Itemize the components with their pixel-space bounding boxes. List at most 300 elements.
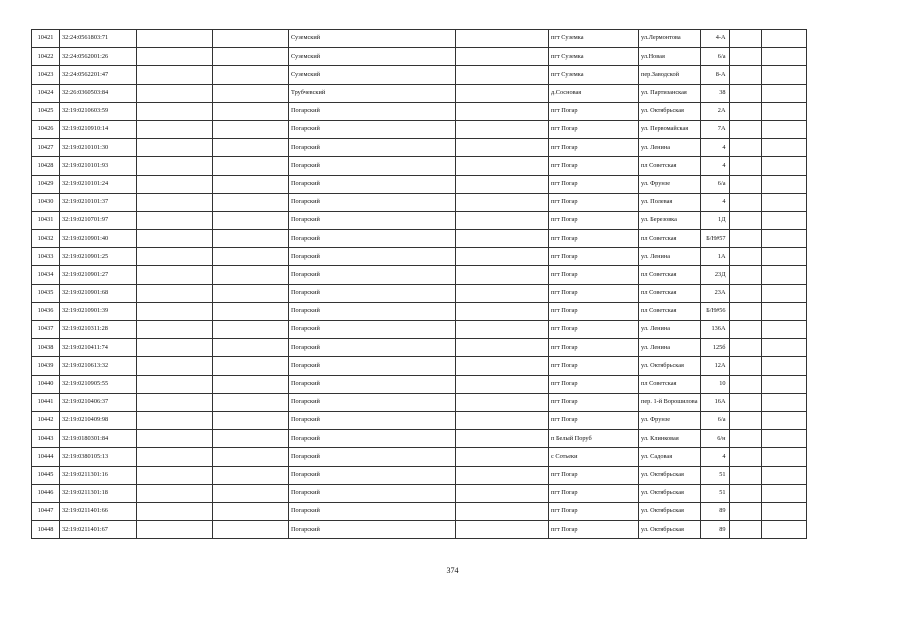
table-row (32, 302, 807, 320)
street-cell: ул. Ленина (639, 339, 701, 357)
street-cell: ул. Садовая (639, 448, 701, 466)
empty-cell (761, 230, 806, 248)
empty-cell (213, 157, 289, 175)
record-number-cell: 10437 (32, 321, 60, 339)
empty-cell (137, 193, 213, 211)
empty-cell (456, 139, 549, 157)
empty-cell (456, 339, 549, 357)
empty-cell (761, 466, 806, 484)
locality-cell: пгт Погар (549, 521, 639, 539)
district-cell: Погарский (289, 393, 456, 411)
locality-cell: пгт Погар (549, 321, 639, 339)
empty-cell (213, 339, 289, 357)
district-cell: Погарский (289, 357, 456, 375)
locality-cell: д.Сосновая (549, 84, 639, 102)
record-number-cell: 10440 (32, 375, 60, 393)
table-row (32, 248, 807, 266)
empty-cell (213, 484, 289, 502)
house-number-cell: 8-А (700, 66, 729, 84)
district-cell: Погарский (289, 521, 456, 539)
cadastral-number-cell: 32:19:0210409:98 (60, 411, 137, 429)
empty-cell (137, 448, 213, 466)
district-cell: Погарский (289, 175, 456, 193)
house-number-cell: 1А (700, 248, 729, 266)
empty-cell (729, 102, 761, 120)
table-row (32, 84, 807, 102)
locality-cell: пгт Погар (549, 211, 639, 229)
record-number-cell: 10443 (32, 430, 60, 448)
cadastral-number-cell: 32:26:0360503:84 (60, 84, 137, 102)
empty-cell (729, 466, 761, 484)
empty-cell (456, 157, 549, 175)
cadastral-number-cell: 32:19:0210411:74 (60, 339, 137, 357)
cadastral-number-cell: 32:24:0561803:71 (60, 30, 137, 48)
empty-cell (137, 339, 213, 357)
empty-cell (137, 411, 213, 429)
house-number-cell: 2А (700, 102, 729, 120)
house-number-cell: 4 (700, 157, 729, 175)
empty-cell (456, 357, 549, 375)
district-cell: Погарский (289, 339, 456, 357)
house-number-cell: 6/а (700, 411, 729, 429)
empty-cell (137, 248, 213, 266)
locality-cell: пгт Суземка (549, 66, 639, 84)
cadastral-number-cell: 32:19:0211301:16 (60, 466, 137, 484)
empty-cell (137, 502, 213, 520)
locality-cell: пгт Погар (549, 357, 639, 375)
empty-cell (456, 48, 549, 66)
empty-cell (137, 521, 213, 539)
empty-cell (456, 375, 549, 393)
house-number-cell: 6/н (700, 430, 729, 448)
empty-cell (761, 193, 806, 211)
registry-table-body (32, 30, 807, 539)
empty-cell (761, 484, 806, 502)
cadastral-number-cell: 32:19:0210910:14 (60, 120, 137, 138)
district-cell: Погарский (289, 302, 456, 320)
empty-cell (729, 230, 761, 248)
street-cell: ул.Новая (639, 48, 701, 66)
table-row (32, 157, 807, 175)
empty-cell (137, 175, 213, 193)
house-number-cell: 89 (700, 521, 729, 539)
cadastral-number-cell: 32:19:0210101:30 (60, 139, 137, 157)
district-cell: Погарский (289, 502, 456, 520)
empty-cell (761, 48, 806, 66)
empty-cell (213, 30, 289, 48)
street-cell: пл Советская (639, 266, 701, 284)
cadastral-number-cell: 32:19:0210901:25 (60, 248, 137, 266)
empty-cell (137, 211, 213, 229)
empty-cell (761, 84, 806, 102)
locality-cell: пгт Погар (549, 411, 639, 429)
empty-cell (729, 502, 761, 520)
empty-cell (761, 411, 806, 429)
street-cell: пл Советская (639, 157, 701, 175)
street-cell: ул. Фрунзе (639, 175, 701, 193)
record-number-cell: 10425 (32, 102, 60, 120)
street-cell: ул. Ленина (639, 248, 701, 266)
registry-table (31, 29, 807, 539)
empty-cell (137, 230, 213, 248)
empty-cell (761, 139, 806, 157)
empty-cell (456, 321, 549, 339)
table-row (32, 139, 807, 157)
cadastral-number-cell: 32:24:0562201:47 (60, 66, 137, 84)
table-row (32, 393, 807, 411)
empty-cell (729, 284, 761, 302)
empty-cell (456, 66, 549, 84)
empty-cell (137, 157, 213, 175)
empty-cell (761, 502, 806, 520)
locality-cell: пгт Погар (549, 375, 639, 393)
empty-cell (213, 521, 289, 539)
table-row (32, 521, 807, 539)
empty-cell (761, 375, 806, 393)
house-number-cell: Б/Н#56 (700, 302, 729, 320)
empty-cell (729, 139, 761, 157)
locality-cell: пгт Погар (549, 248, 639, 266)
street-cell: ул. Партизанская (639, 84, 701, 102)
district-cell: Трубчевский (289, 84, 456, 102)
empty-cell (761, 284, 806, 302)
empty-cell (213, 430, 289, 448)
record-number-cell: 10431 (32, 211, 60, 229)
empty-cell (456, 266, 549, 284)
cadastral-number-cell: 32:19:0210311:28 (60, 321, 137, 339)
empty-cell (729, 411, 761, 429)
table-row (32, 448, 807, 466)
table-row (32, 357, 807, 375)
table-row (32, 466, 807, 484)
record-number-cell: 10444 (32, 448, 60, 466)
empty-cell (761, 393, 806, 411)
empty-cell (761, 430, 806, 448)
empty-cell (137, 284, 213, 302)
empty-cell (456, 84, 549, 102)
district-cell: Погарский (289, 284, 456, 302)
empty-cell (729, 448, 761, 466)
empty-cell (213, 393, 289, 411)
house-number-cell: 10 (700, 375, 729, 393)
empty-cell (456, 484, 549, 502)
cadastral-number-cell: 32:19:0210101:93 (60, 157, 137, 175)
empty-cell (761, 357, 806, 375)
cadastral-number-cell: 32:19:0210701:97 (60, 211, 137, 229)
street-cell: пер. 1-й Ворошилова (639, 393, 701, 411)
record-number-cell: 10435 (32, 284, 60, 302)
empty-cell (456, 175, 549, 193)
street-cell: ул. Фрунзе (639, 411, 701, 429)
empty-cell (456, 193, 549, 211)
street-cell: пл Советская (639, 302, 701, 320)
empty-cell (137, 84, 213, 102)
empty-cell (213, 302, 289, 320)
record-number-cell: 10438 (32, 339, 60, 357)
empty-cell (729, 175, 761, 193)
street-cell: ул. Первомайская (639, 120, 701, 138)
street-cell: ул. Ленина (639, 321, 701, 339)
empty-cell (213, 466, 289, 484)
house-number-cell: 51 (700, 466, 729, 484)
empty-cell (213, 66, 289, 84)
empty-cell (137, 375, 213, 393)
table-row (32, 193, 807, 211)
district-cell: Погарский (289, 321, 456, 339)
district-cell: Погарский (289, 193, 456, 211)
locality-cell: пгт Погар (549, 302, 639, 320)
empty-cell (137, 393, 213, 411)
street-cell: пер.Заводской (639, 66, 701, 84)
empty-cell (213, 266, 289, 284)
locality-cell: пгт Погар (549, 157, 639, 175)
house-number-cell: 89 (700, 502, 729, 520)
empty-cell (729, 66, 761, 84)
locality-cell: пгт Погар (549, 175, 639, 193)
district-cell: Погарский (289, 248, 456, 266)
empty-cell (213, 248, 289, 266)
empty-cell (137, 266, 213, 284)
record-number-cell: 10448 (32, 521, 60, 539)
record-number-cell: 10424 (32, 84, 60, 102)
empty-cell (729, 302, 761, 320)
locality-cell: пгт Погар (549, 393, 639, 411)
district-cell: Погарский (289, 484, 456, 502)
house-number-cell: 23А (700, 284, 729, 302)
empty-cell (456, 502, 549, 520)
empty-cell (456, 448, 549, 466)
record-number-cell: 10447 (32, 502, 60, 520)
registry-table-container (31, 29, 807, 539)
empty-cell (761, 30, 806, 48)
table-row (32, 502, 807, 520)
empty-cell (729, 211, 761, 229)
house-number-cell: 51 (700, 484, 729, 502)
house-number-cell: 7А (700, 120, 729, 138)
empty-cell (213, 102, 289, 120)
district-cell: Погарский (289, 230, 456, 248)
record-number-cell: 10433 (32, 248, 60, 266)
street-cell: ул. Октябрьская (639, 102, 701, 120)
locality-cell: пгт Погар (549, 139, 639, 157)
street-cell: пл Советская (639, 375, 701, 393)
record-number-cell: 10426 (32, 120, 60, 138)
empty-cell (213, 193, 289, 211)
table-row (32, 230, 807, 248)
empty-cell (137, 48, 213, 66)
cadastral-number-cell: 32:19:0380105:13 (60, 448, 137, 466)
empty-cell (761, 266, 806, 284)
table-row (32, 120, 807, 138)
district-cell: Погарский (289, 430, 456, 448)
empty-cell (213, 48, 289, 66)
house-number-cell: 125б (700, 339, 729, 357)
house-number-cell: Б/Н#57 (700, 230, 729, 248)
empty-cell (213, 502, 289, 520)
street-cell: ул. Октябрьская (639, 521, 701, 539)
locality-cell: пгт Погар (549, 339, 639, 357)
house-number-cell: 4-А (700, 30, 729, 48)
record-number-cell: 10439 (32, 357, 60, 375)
cadastral-number-cell: 32:19:0210901:39 (60, 302, 137, 320)
table-row (32, 211, 807, 229)
record-number-cell: 10434 (32, 266, 60, 284)
street-cell: ул. Ленина (639, 139, 701, 157)
empty-cell (137, 66, 213, 84)
empty-cell (729, 193, 761, 211)
locality-cell: пгт Погар (549, 230, 639, 248)
cadastral-number-cell: 32:19:0210101:37 (60, 193, 137, 211)
cadastral-number-cell: 32:24:0562001:26 (60, 48, 137, 66)
empty-cell (213, 321, 289, 339)
empty-cell (213, 357, 289, 375)
empty-cell (137, 302, 213, 320)
table-row (32, 321, 807, 339)
empty-cell (761, 175, 806, 193)
record-number-cell: 10432 (32, 230, 60, 248)
empty-cell (456, 393, 549, 411)
empty-cell (456, 248, 549, 266)
street-cell: ул. Октябрьская (639, 502, 701, 520)
empty-cell (137, 357, 213, 375)
empty-cell (137, 120, 213, 138)
empty-cell (729, 375, 761, 393)
house-number-cell: 23Д (700, 266, 729, 284)
empty-cell (137, 102, 213, 120)
street-cell: пл Советская (639, 284, 701, 302)
locality-cell: пгт Погар (549, 502, 639, 520)
district-cell: Погарский (289, 375, 456, 393)
empty-cell (761, 448, 806, 466)
cadastral-number-cell: 32:19:0210613:32 (60, 357, 137, 375)
district-cell: Погарский (289, 411, 456, 429)
empty-cell (456, 102, 549, 120)
record-number-cell: 10429 (32, 175, 60, 193)
table-row (32, 430, 807, 448)
district-cell: Погарский (289, 211, 456, 229)
cadastral-number-cell: 32:19:0210905:55 (60, 375, 137, 393)
street-cell: ул. Березовка (639, 211, 701, 229)
house-number-cell: 6/а (700, 175, 729, 193)
empty-cell (213, 230, 289, 248)
empty-cell (137, 430, 213, 448)
page-number: 374 (446, 566, 459, 575)
empty-cell (456, 302, 549, 320)
empty-cell (456, 211, 549, 229)
table-row (32, 30, 807, 48)
empty-cell (456, 430, 549, 448)
record-number-cell: 10421 (32, 30, 60, 48)
cadastral-number-cell: 32:19:0180301:84 (60, 430, 137, 448)
cadastral-number-cell: 32:19:0211401:67 (60, 521, 137, 539)
empty-cell (761, 66, 806, 84)
empty-cell (761, 321, 806, 339)
empty-cell (761, 120, 806, 138)
empty-cell (456, 30, 549, 48)
cadastral-number-cell: 32:19:0210901:68 (60, 284, 137, 302)
empty-cell (729, 521, 761, 539)
record-number-cell: 10427 (32, 139, 60, 157)
table-row (32, 339, 807, 357)
house-number-cell: 1Д (700, 211, 729, 229)
empty-cell (761, 302, 806, 320)
empty-cell (213, 448, 289, 466)
locality-cell: пгт Погар (549, 466, 639, 484)
empty-cell (761, 157, 806, 175)
locality-cell: пгт Погар (549, 266, 639, 284)
empty-cell (456, 521, 549, 539)
district-cell: Погарский (289, 102, 456, 120)
street-cell: ул. Октябрьская (639, 357, 701, 375)
empty-cell (729, 357, 761, 375)
locality-cell: с Сотьеки (549, 448, 639, 466)
empty-cell (761, 211, 806, 229)
house-number-cell: 136А (700, 321, 729, 339)
cadastral-number-cell: 32:19:0210603:59 (60, 102, 137, 120)
locality-cell: пгт Погар (549, 120, 639, 138)
district-cell: Суземский (289, 66, 456, 84)
empty-cell (456, 466, 549, 484)
empty-cell (137, 484, 213, 502)
empty-cell (761, 248, 806, 266)
locality-cell: пгт Погар (549, 284, 639, 302)
district-cell: Погарский (289, 466, 456, 484)
cadastral-number-cell: 32:19:0211401:66 (60, 502, 137, 520)
locality-cell: пгт Погар (549, 484, 639, 502)
table-row (32, 175, 807, 193)
cadastral-number-cell: 32:19:0210901:40 (60, 230, 137, 248)
street-cell: ул. Полевая (639, 193, 701, 211)
empty-cell (729, 84, 761, 102)
record-number-cell: 10446 (32, 484, 60, 502)
district-cell: Погарский (289, 266, 456, 284)
table-row (32, 484, 807, 502)
house-number-cell: 38 (700, 84, 729, 102)
empty-cell (729, 120, 761, 138)
empty-cell (213, 120, 289, 138)
locality-cell: пгт Погар (549, 193, 639, 211)
empty-cell (761, 339, 806, 357)
cadastral-number-cell: 32:19:0210101:24 (60, 175, 137, 193)
street-cell: ул. Октябрьская (639, 466, 701, 484)
empty-cell (729, 157, 761, 175)
empty-cell (137, 466, 213, 484)
house-number-cell: 6/а (700, 48, 729, 66)
record-number-cell: 10423 (32, 66, 60, 84)
house-number-cell: 4 (700, 448, 729, 466)
empty-cell (729, 321, 761, 339)
district-cell: Погарский (289, 120, 456, 138)
district-cell: Погарский (289, 139, 456, 157)
locality-cell: п Белый Поруб (549, 430, 639, 448)
empty-cell (729, 484, 761, 502)
table-row (32, 284, 807, 302)
empty-cell (213, 211, 289, 229)
table-row (32, 266, 807, 284)
empty-cell (729, 266, 761, 284)
record-number-cell: 10445 (32, 466, 60, 484)
empty-cell (213, 284, 289, 302)
empty-cell (729, 339, 761, 357)
empty-cell (213, 84, 289, 102)
street-cell: пл Советская (639, 230, 701, 248)
empty-cell (137, 321, 213, 339)
empty-cell (729, 248, 761, 266)
record-number-cell: 10430 (32, 193, 60, 211)
empty-cell (456, 120, 549, 138)
district-cell: Погарский (289, 157, 456, 175)
cadastral-number-cell: 32:19:0210901:27 (60, 266, 137, 284)
